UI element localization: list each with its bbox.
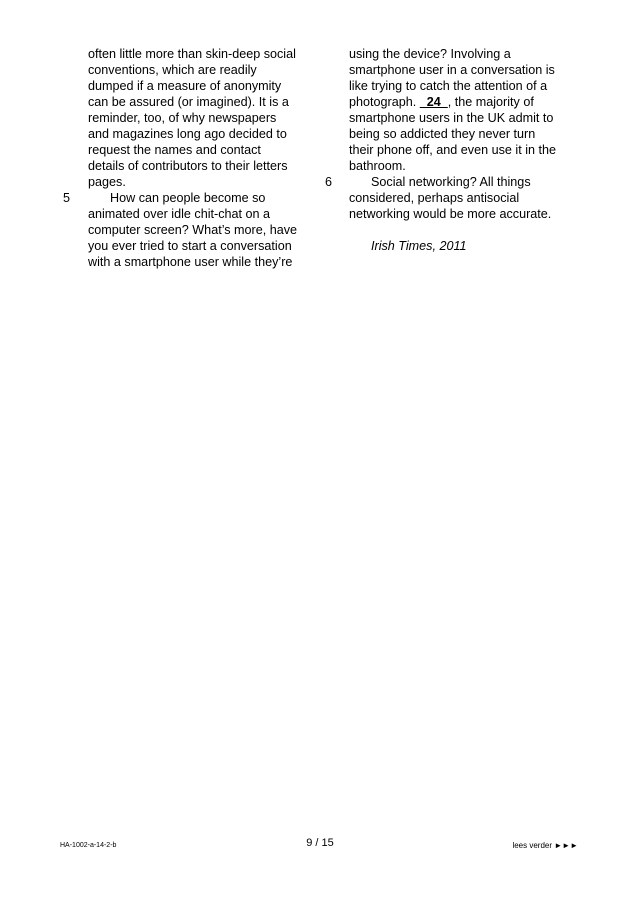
text-line: computer screen? What’s more, have	[88, 223, 298, 237]
page-number: 9 / 15	[306, 837, 334, 849]
text-line: animated over idle chit-chat on a	[88, 207, 271, 221]
paragraph-number: 6	[325, 175, 333, 189]
gap-line-before: photograph.	[349, 95, 420, 109]
text-line: bathroom.	[349, 159, 406, 173]
text-line: smartphone users in the UK admit to	[349, 111, 554, 125]
article-left-column	[63, 46, 324, 270]
text-line: details of contributors to their letters	[88, 159, 288, 173]
gap-line-after: , the majority of	[447, 95, 534, 109]
text-line: and magazines long ago decided to	[88, 127, 287, 141]
text-line-content: How can people become so	[110, 191, 266, 205]
text-line: request the names and contact	[88, 143, 261, 157]
gap-line	[349, 94, 589, 110]
text-line: their phone off, and even use it in the	[349, 143, 557, 157]
continue-label: lees verder ►►►	[512, 841, 578, 850]
article-right-column	[325, 46, 589, 254]
text-line: reminder, too, of why newspapers	[88, 111, 277, 125]
text-line: often little more than skin-deep social	[88, 47, 296, 61]
exam-code: HA-1002-a-14-2-b	[60, 842, 117, 849]
text-line: dumped if a measure of anonymity	[88, 79, 282, 93]
gap-blank-24: 24	[419, 95, 448, 109]
paragraph-start-line	[63, 190, 324, 206]
text-line: networking would be more accurate.	[349, 207, 552, 221]
text-line: you ever tried to start a conversation	[88, 239, 292, 253]
text-line: with a smartphone user while they’re	[88, 255, 293, 269]
paragraph-start-line	[325, 174, 589, 190]
text-line: being so addicted they never turn	[349, 127, 536, 141]
text-line: using the device? Involving a	[349, 47, 511, 61]
text-line: pages.	[88, 175, 126, 189]
text-line: conventions, which are readily	[88, 63, 257, 77]
article-source: Irish Times, 2011	[371, 239, 467, 253]
text-line: can be assured (or imagined). It is a	[88, 95, 289, 109]
text-line-content: Social networking? All things	[371, 175, 531, 189]
text-line: considered, perhaps antisocial	[349, 191, 520, 205]
paragraph-number: 5	[63, 191, 71, 205]
text-line: smartphone user in a conversation is	[349, 63, 555, 77]
text-line: like trying to catch the attention of a	[349, 79, 548, 93]
